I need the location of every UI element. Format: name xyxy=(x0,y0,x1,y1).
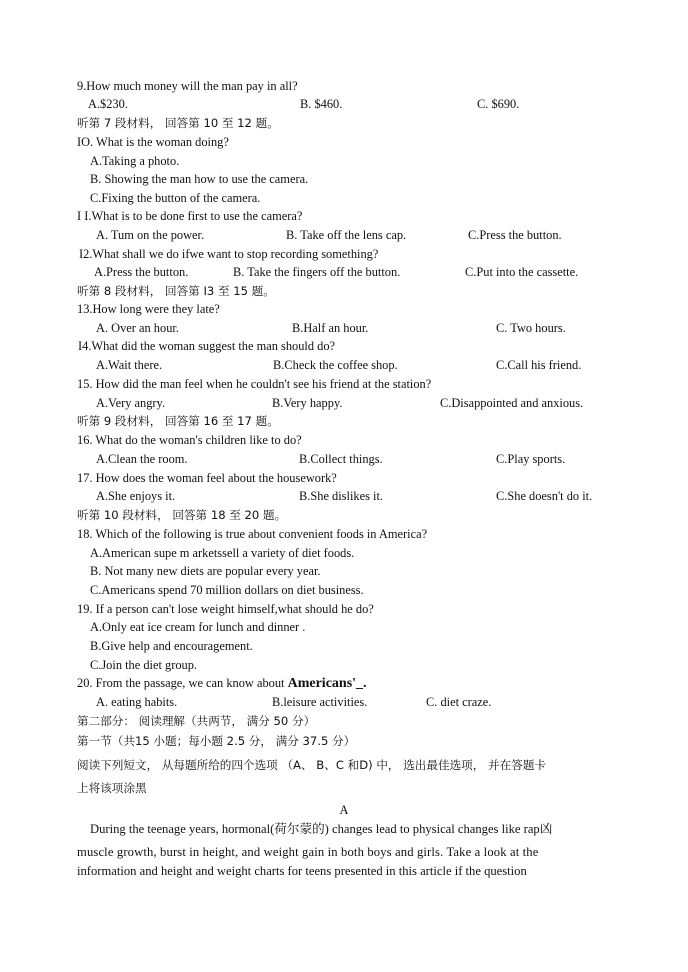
passage-line-1: During the teenage years, hormonal(荷尔蒙的) changes lead to physical changes like rap凶 xyxy=(90,822,553,836)
q11-option-b: B. Take off the lens cap. xyxy=(286,228,407,242)
q12-stem: I2.What shall we do ifwe want to stop recording something? xyxy=(79,247,379,261)
q18-option-a: A.American supe m arketssell a variety of diet foods. xyxy=(90,546,355,560)
q17-option-a: A.She enjoys it. xyxy=(96,489,176,503)
q10-stem: IO. What is the woman doing? xyxy=(77,135,229,149)
q13-option-a: A. Over an hour. xyxy=(96,321,179,335)
section-7-instruction: 听第 7 段材料， 回答第 10 至 12 题。 xyxy=(77,116,279,130)
section-9-instruction: 听第 9 段材料， 回答第 16 至 17 题。 xyxy=(77,414,279,428)
q19-option-a: A.Only eat ice cream for lunch and dinner . xyxy=(90,620,306,634)
section-8-instruction: 听第 8 段材料， 回答第 I3 至 15 题。 xyxy=(77,284,275,298)
q14-option-c: C.Call his friend. xyxy=(496,358,582,372)
passage-line-3: information and height and weight charts for teens presented in this article if the question xyxy=(77,864,527,878)
passage-line-2: muscle growth, burst in height, and weight gain in both boys and girls. Take a look at the xyxy=(77,845,539,859)
q16-option-b: B.Collect things. xyxy=(299,452,383,466)
q17-option-c: C.She doesn't do it. xyxy=(496,489,593,503)
q15-option-a: A.Very angry. xyxy=(96,396,166,410)
q10-option-c: C.Fixing the button of the camera. xyxy=(90,191,261,205)
q9-option-a: A.$230. xyxy=(88,97,128,111)
passage-title: A xyxy=(339,803,349,817)
q9-option-b: B. $460. xyxy=(300,97,343,111)
q12-option-b: B. Take the fingers off the button. xyxy=(233,265,401,279)
q17-stem: 17. How does the woman feel about the housework? xyxy=(77,471,337,485)
q16-stem: 16. What do the woman's children like to do? xyxy=(77,433,302,447)
q13-stem: 13.How long were they late? xyxy=(77,302,220,316)
instruction-line-2: 上将该项涂黑 xyxy=(77,781,147,795)
q18-stem: 18. Which of the following is true about convenient foods in America? xyxy=(77,527,428,541)
q19-stem: 19. If a person can't lose weight himself,what should he do? xyxy=(77,602,374,616)
q9-stem: 9.How much money will the man pay in all? xyxy=(77,79,298,93)
q10-option-a: A.Taking a photo. xyxy=(90,154,180,168)
q10-option-b: B. Showing the man how to use the camera. xyxy=(90,172,309,186)
q9-option-c: C. $690. xyxy=(477,97,520,111)
q20-option-c: C. diet craze. xyxy=(426,695,492,709)
q19-option-b: B.Give help and encouragement. xyxy=(90,639,253,653)
q11-stem: I I.What is to be done first to use the camera? xyxy=(77,209,303,223)
section-1-heading: 第一节（共15 小题；每小题 2.5 分， 满分 37.5 分） xyxy=(77,734,356,748)
q16-option-a: A.Clean the room. xyxy=(96,452,188,466)
q14-stem: I4.What did the woman suggest the man should do? xyxy=(78,339,336,353)
q17-option-b: B.She dislikes it. xyxy=(299,489,383,503)
q15-option-b: B.Very happy. xyxy=(272,396,343,410)
q14-option-a: A.Wait there. xyxy=(96,358,163,372)
q19-option-c: C.Join the diet group. xyxy=(90,658,198,672)
q15-stem: 15. How did the man feel when he couldn't see his friend at the station? xyxy=(77,377,432,391)
q18-option-c: C.Americans spend 70 million dollars on diet business. xyxy=(90,583,364,597)
q12-option-a: A.Press the button. xyxy=(94,265,189,279)
q11-option-a: A. Tum on the power. xyxy=(96,228,205,242)
q16-option-c: C.Play sports. xyxy=(496,452,566,466)
q12-option-c: C.Put into the cassette. xyxy=(465,265,579,279)
instruction-line-1: 阅读下列短文， 从每题所给的四个选项 （A、 B、C 和D) 中， 选出最佳选项， 并在答题卡 xyxy=(77,758,547,772)
q13-option-c: C. Two hours. xyxy=(496,321,566,335)
q13-option-b: B.Half an hour. xyxy=(292,321,369,335)
q20-stem-bold: Americans'_. xyxy=(287,676,367,691)
q20-option-b: B.leisure activities. xyxy=(272,695,368,709)
q20-stem xyxy=(77,675,367,692)
part-2-heading: 第二部分： 阅读理解（共两节， 满分 50 分） xyxy=(77,714,316,728)
q11-option-c: C.Press the button. xyxy=(468,228,562,242)
q14-option-b: B.Check the coffee shop. xyxy=(273,358,398,372)
section-10-instruction: 听第 10 段材料， 回答第 18 至 20 题。 xyxy=(77,508,287,522)
q20-option-a: A. eating habits. xyxy=(96,695,178,709)
q15-option-c: C.Disappointed and anxious. xyxy=(440,396,584,410)
q20-stem-text: 20. From the passage, we can know about xyxy=(77,676,285,690)
q18-option-b: B. Not many new diets are popular every year. xyxy=(90,564,321,578)
